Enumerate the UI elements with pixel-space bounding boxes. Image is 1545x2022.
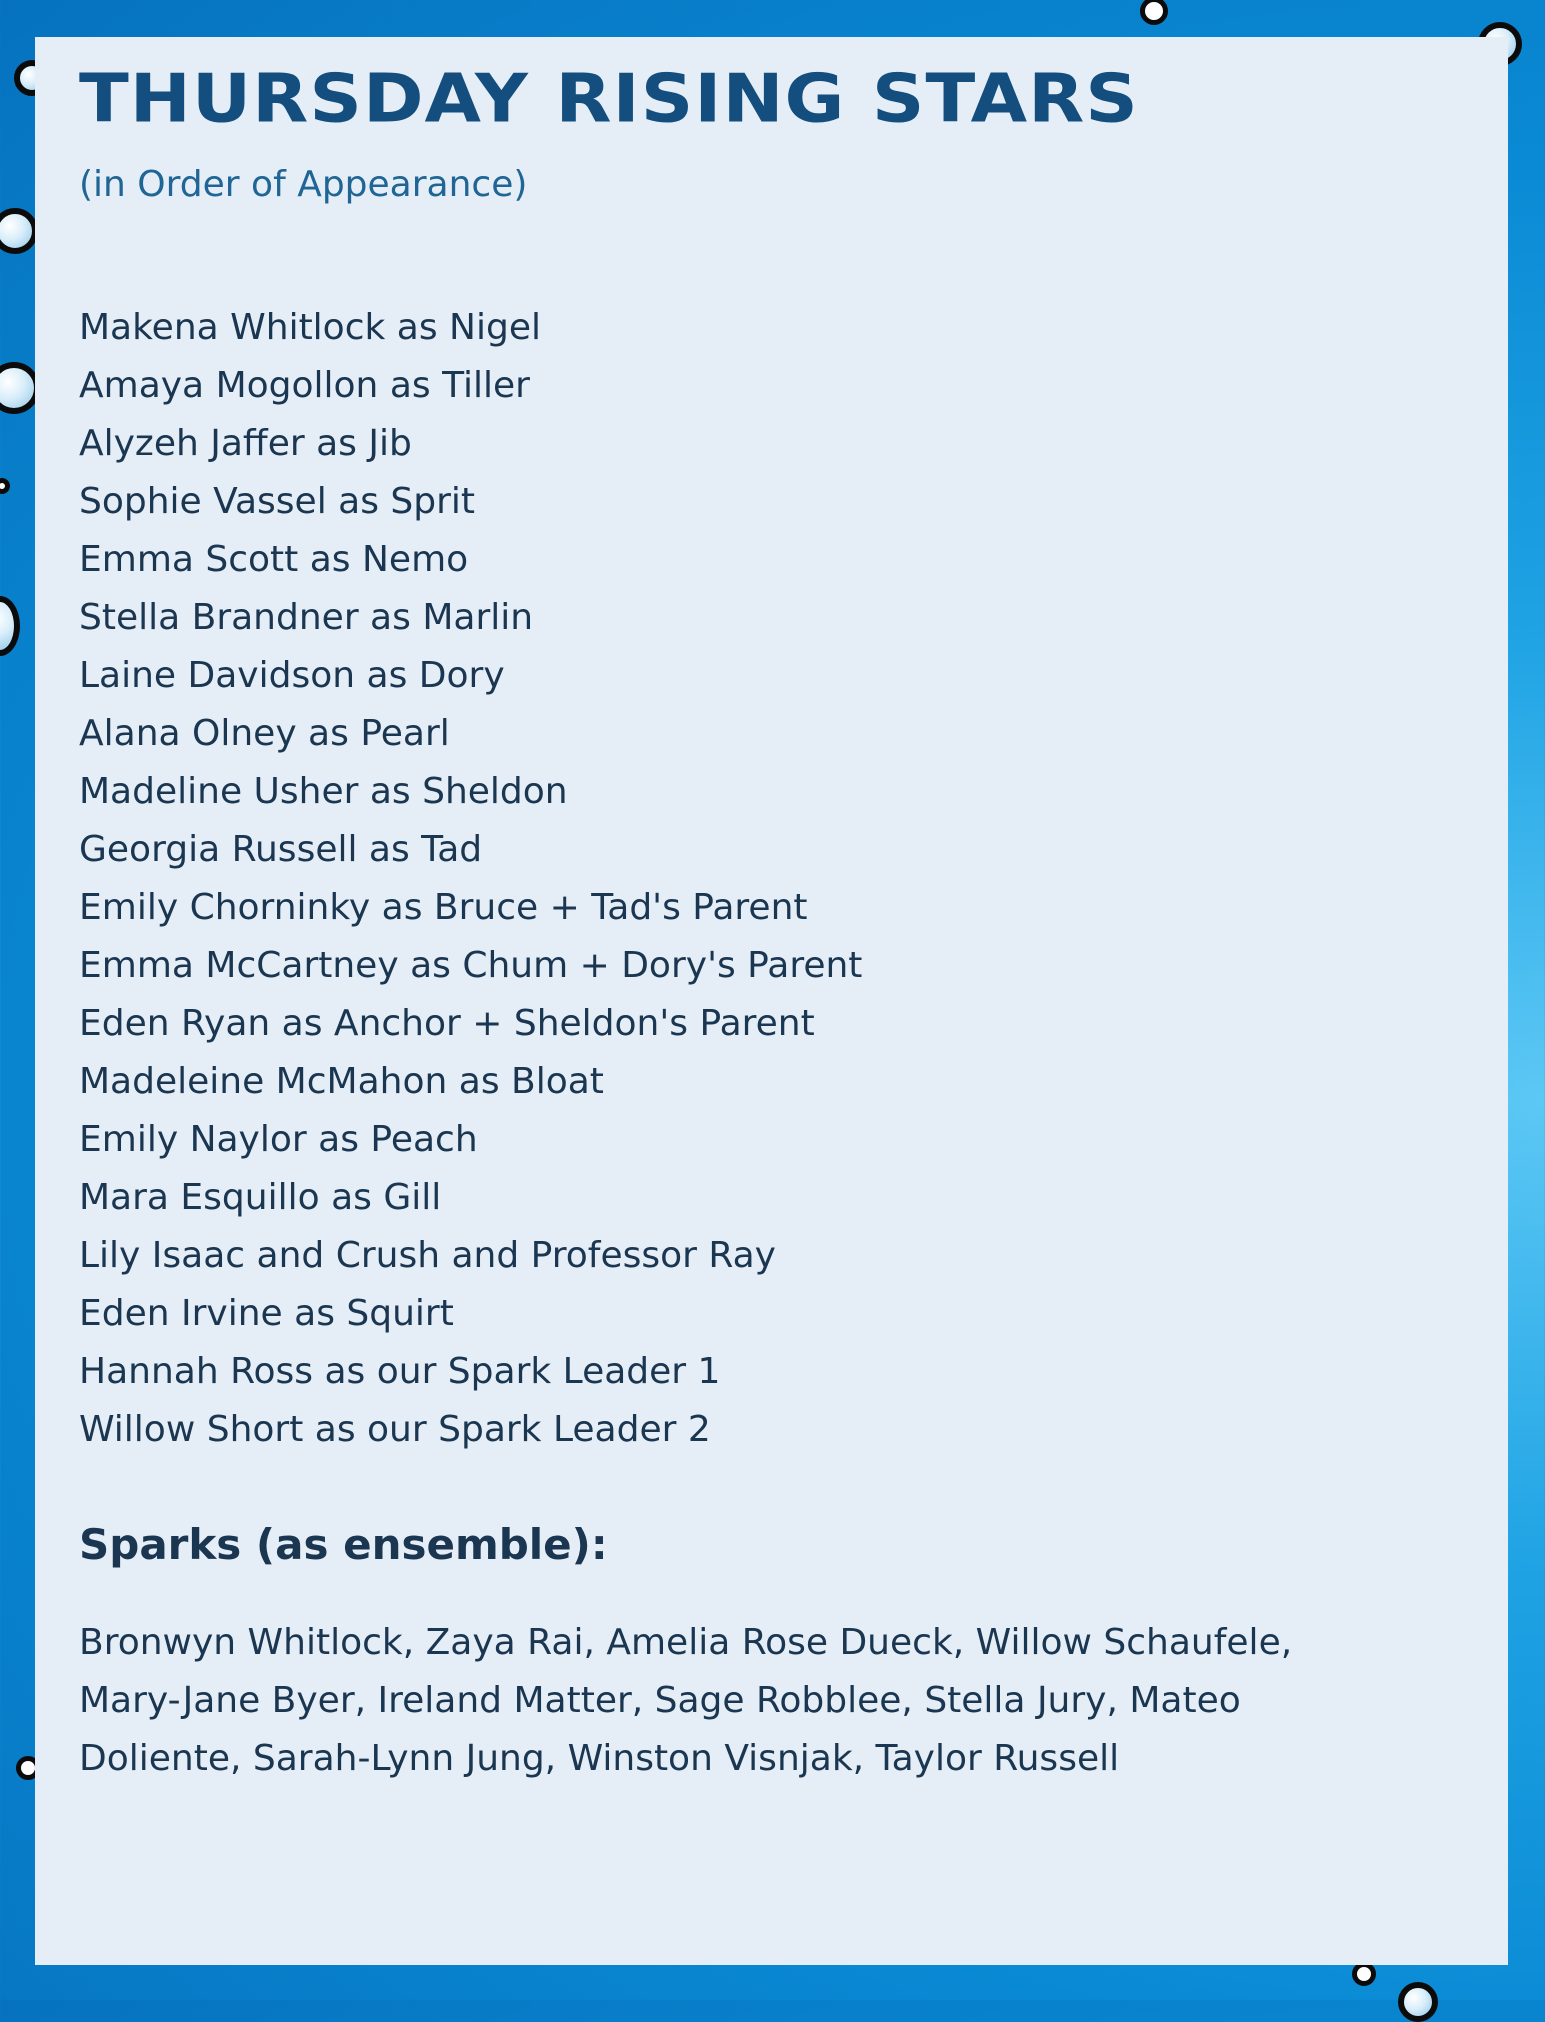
bubble-decoration	[0, 208, 38, 254]
cast-item: Georgia Russell as Tad	[79, 829, 483, 870]
cast-item: Madeline Usher as Sheldon	[79, 771, 568, 812]
bubble-decoration	[1352, 1962, 1376, 1986]
cast-item: Sophie Vassel as Sprit	[79, 481, 476, 522]
cast-item: Laine Davidson as Dory	[79, 655, 505, 696]
cast-item: Emma McCartney as Chum + Dory's Parent	[79, 945, 863, 986]
cast-item: Makena Whitlock as Nigel	[79, 307, 541, 348]
page-title: THURSDAY RISING STARS	[79, 59, 1139, 139]
cast-item: Emily Naylor as Peach	[79, 1119, 478, 1160]
cast-list	[79, 299, 862, 1459]
cast-item: Emily Chorninky as Bruce + Tad's Parent	[79, 887, 808, 928]
content-panel	[35, 37, 1508, 1965]
bubble-decoration	[0, 362, 40, 414]
cast-item: Mara Esquillo as Gill	[79, 1177, 442, 1218]
page-subtitle: (in Order of Appearance)	[79, 164, 528, 205]
bubble-decoration	[1398, 1982, 1438, 2022]
cast-item: Willow Short as our Spark Leader 2	[79, 1409, 711, 1450]
bubble-decoration	[1140, 0, 1168, 25]
bubble-decoration	[0, 478, 10, 494]
cast-item: Lily Isaac and Crush and Professor Ray	[79, 1235, 776, 1276]
cast-item: Stella Brandner as Marlin	[79, 597, 534, 638]
cast-item: Amaya Mogollon as Tiller	[79, 365, 530, 406]
cast-item: Eden Ryan as Anchor + Sheldon's Parent	[79, 1003, 815, 1044]
cast-item: Madeleine McMahon as Bloat	[79, 1061, 604, 1102]
cast-item: Eden Irvine as Squirt	[79, 1293, 454, 1334]
ensemble-heading: Sparks (as ensemble):	[79, 1520, 608, 1569]
cast-item: Alana Olney as Pearl	[79, 713, 450, 754]
cast-item: Hannah Ross as our Spark Leader 1	[79, 1351, 721, 1392]
bubble-decoration	[0, 596, 20, 656]
cast-item: Alyzeh Jaffer as Jib	[79, 423, 412, 464]
ensemble-members: Bronwyn Whitlock, Zaya Rai, Amelia Rose Dueck, Willow Schaufele, Mary-Jane Byer, Ireland Matter, Sage Robblee, Stella Jury, Mateo Doliente, Sarah-Lynn Jung, Winston Visnjak, Taylor Russell	[79, 1622, 1293, 1779]
cast-item: Emma Scott as Nemo	[79, 539, 469, 580]
